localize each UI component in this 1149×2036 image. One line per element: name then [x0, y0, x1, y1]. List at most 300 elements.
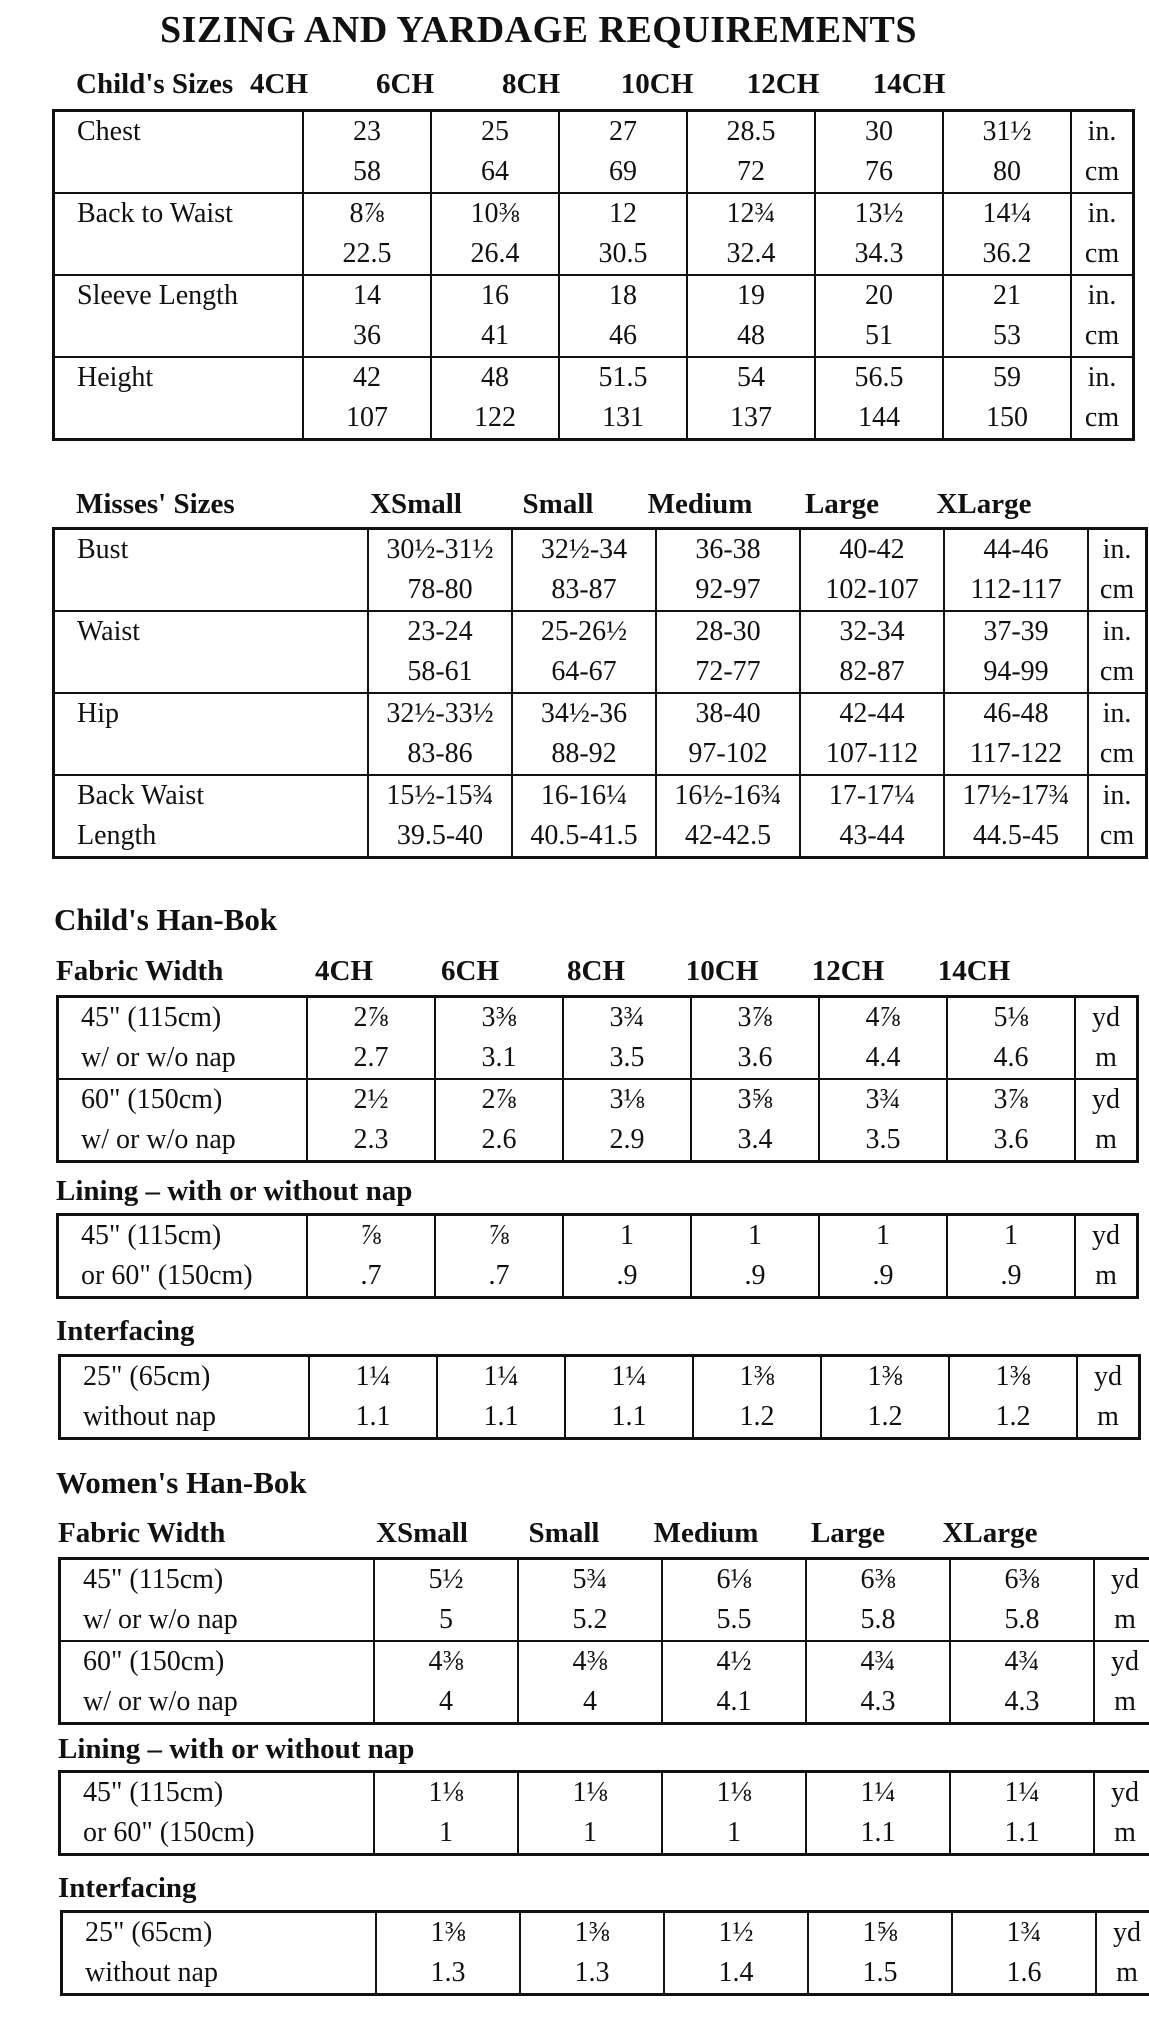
value-cell-line-1: 12	[609, 198, 637, 229]
row-label	[60, 1559, 375, 1642]
value-cell	[947, 997, 1075, 1080]
value-cell	[656, 611, 800, 693]
value-cell-line-2: 5.2	[572, 1604, 608, 1635]
unit-cell-line-2: cm	[1084, 156, 1120, 187]
value-cell-line-1: 31½	[982, 116, 1032, 147]
value-cell-line-1: 19	[737, 280, 765, 311]
value-cell-line-1: 54	[737, 362, 765, 393]
unit-cell-line-1: in.	[1102, 698, 1132, 729]
value-cell	[693, 1356, 821, 1439]
value-cell-line-2: 36.2	[982, 238, 1032, 269]
size-column-header: XLarge	[936, 488, 1032, 520]
value-cell	[687, 193, 815, 275]
table-row	[54, 193, 1134, 275]
unit-cell-line-1: yd	[1092, 1084, 1120, 1115]
row-label-line-2: without nap	[85, 1957, 218, 1988]
table-row	[54, 275, 1134, 357]
row-label-line-2: without nap	[83, 1401, 216, 1432]
value-cell-line-2: .7	[488, 1260, 510, 1291]
value-cell-line-2: 88-92	[551, 738, 617, 769]
row-label	[54, 193, 304, 275]
unit-cell-line-1: yd	[1092, 1220, 1120, 1251]
value-cell-line-1: 16½-16¾	[674, 780, 782, 811]
row-label	[54, 275, 304, 357]
unit-cell	[1088, 611, 1147, 693]
value-cell	[512, 611, 656, 693]
value-cell	[943, 357, 1071, 440]
value-cell-line-2: 1	[727, 1817, 741, 1848]
value-cell	[374, 1559, 518, 1642]
childs-hanbok-interfacing-label: Interfacing	[56, 1315, 195, 1347]
row-label	[60, 1641, 375, 1724]
value-cell-line-1: 6⅜	[860, 1564, 896, 1595]
row-label-line-2: or 60" (150cm)	[81, 1260, 253, 1291]
unit-cell	[1071, 193, 1134, 275]
value-cell-line-2: 78-80	[407, 574, 473, 605]
value-cell-line-2: 4.6	[993, 1042, 1029, 1073]
value-cell-line-1: 38-40	[695, 698, 761, 729]
value-cell-line-2: 3.6	[993, 1124, 1029, 1155]
value-cell-line-1: 25-26½	[540, 616, 628, 647]
value-cell	[800, 775, 944, 858]
table-row	[60, 1356, 1140, 1439]
size-column-header: 4CH	[315, 955, 373, 987]
value-cell-line-1: 2⅞	[353, 1002, 389, 1033]
value-cell-line-2: 72	[737, 156, 765, 187]
value-cell-line-1: 59	[993, 362, 1021, 393]
value-cell	[947, 1079, 1075, 1162]
value-cell	[815, 275, 943, 357]
value-cell-line-2: 102-107	[825, 574, 919, 605]
value-cell	[687, 275, 815, 357]
value-cell	[691, 997, 819, 1080]
value-cell	[512, 775, 656, 858]
value-cell-line-2: 76	[865, 156, 893, 187]
value-cell-line-2: 1.1	[355, 1401, 391, 1432]
row-label	[60, 1356, 310, 1439]
value-cell-line-1: 1⅝	[862, 1917, 898, 1948]
value-cell	[815, 111, 943, 194]
size-column-header: Medium	[653, 1517, 759, 1549]
value-cell	[800, 693, 944, 775]
value-cell-line-2: 58	[353, 156, 381, 187]
value-cell	[563, 1079, 691, 1162]
unit-cell-line-2: m	[1114, 1817, 1136, 1848]
value-cell-line-2: 1.3	[430, 1957, 466, 1988]
value-cell	[559, 275, 687, 357]
value-cell-line-1: ⅞	[488, 1220, 510, 1251]
childs-sizes-header	[76, 68, 1106, 108]
unit-cell-line-1: in.	[1087, 198, 1117, 229]
value-cell-line-2: 112-117	[970, 574, 1062, 605]
value-cell-line-2: 4.3	[1004, 1686, 1040, 1717]
value-cell-line-1: 1⅛	[716, 1777, 752, 1808]
unit-cell-line-2: cm	[1099, 820, 1135, 851]
value-cell-line-2: 1.4	[718, 1957, 754, 1988]
value-cell	[808, 1912, 952, 1995]
value-cell-line-2: 51	[865, 320, 893, 351]
row-label	[58, 1215, 308, 1298]
value-cell-line-2: .9	[872, 1260, 894, 1291]
value-cell-line-1: 25	[481, 116, 509, 147]
value-cell-line-1: 44-46	[983, 534, 1049, 565]
table-row	[54, 357, 1134, 440]
row-label-line-1: 25" (65cm)	[85, 1917, 213, 1948]
value-cell	[376, 1912, 520, 1995]
value-cell-line-2: 5.5	[716, 1604, 752, 1635]
value-cell	[518, 1772, 662, 1855]
row-label	[60, 1772, 375, 1855]
childs-hanbok-heading: Child's Han-Bok	[54, 902, 278, 937]
value-cell-line-2: 107-112	[825, 738, 919, 769]
value-cell	[662, 1641, 806, 1724]
value-cell	[944, 775, 1088, 858]
unit-cell-line-1: yd	[1111, 1646, 1139, 1677]
unit-cell-line-1: yd	[1113, 1917, 1141, 1948]
value-cell	[943, 111, 1071, 194]
value-cell-line-1: 16	[481, 280, 509, 311]
value-cell-line-1: 36-38	[695, 534, 761, 565]
value-cell-line-2: 4.3	[860, 1686, 896, 1717]
childs-sizes-table	[52, 109, 1135, 441]
womens-hanbok-heading: Women's Han-Bok	[56, 1465, 307, 1500]
value-cell-line-2: 40.5-41.5	[530, 820, 638, 851]
size-column-header: 8CH	[567, 955, 625, 987]
childs-hanbok-fabric-table	[56, 995, 1139, 1163]
value-cell	[559, 357, 687, 440]
row-label-line-2: w/ or w/o nap	[83, 1686, 238, 1717]
value-cell-line-2: 1.2	[867, 1401, 903, 1432]
value-cell	[815, 357, 943, 440]
value-cell-line-1: 4⅜	[428, 1646, 464, 1677]
row-label	[58, 997, 308, 1080]
value-cell-line-2: 83-87	[551, 574, 617, 605]
value-cell-line-1: 15½-15¾	[386, 780, 494, 811]
value-cell	[687, 357, 815, 440]
value-cell-line-1: 17-17¼	[828, 780, 916, 811]
value-cell-line-2: 39.5-40	[396, 820, 484, 851]
value-cell	[821, 1356, 949, 1439]
unit-cell-line-1: yd	[1094, 1361, 1122, 1392]
value-cell-line-2: 2.9	[609, 1124, 645, 1155]
value-cell-line-2: 5.8	[1004, 1604, 1040, 1635]
value-cell-line-2: 2.7	[353, 1042, 389, 1073]
table-row	[54, 775, 1147, 858]
unit-cell-line-1: yd	[1092, 1002, 1120, 1033]
value-cell	[952, 1912, 1096, 1995]
value-cell-line-1: ⅞	[360, 1220, 382, 1251]
unit-cell-line-2: m	[1114, 1604, 1136, 1635]
unit-cell-line-1: in.	[1087, 280, 1117, 311]
value-cell-line-2: 1.5	[862, 1957, 898, 1988]
value-cell-line-1: 56.5	[854, 362, 904, 393]
value-cell-line-1: 1	[1004, 1220, 1018, 1251]
value-cell	[431, 275, 559, 357]
value-cell-line-1: 3⅜	[481, 1002, 517, 1033]
value-cell-line-1: 23	[353, 116, 381, 147]
value-cell	[368, 529, 512, 612]
row-label-line-1: Back to Waist	[77, 198, 233, 229]
size-column-header: Large	[810, 1517, 886, 1549]
unit-cell	[1088, 775, 1147, 858]
value-cell-line-1: 3⅞	[737, 1002, 773, 1033]
unit-cell-line-2: cm	[1084, 238, 1120, 269]
unit-cell-line-2: m	[1116, 1957, 1138, 1988]
value-cell	[687, 111, 815, 194]
value-cell	[664, 1912, 808, 1995]
value-cell	[559, 193, 687, 275]
unit-cell-line-2: m	[1095, 1124, 1117, 1155]
value-cell-line-1: 40-42	[839, 534, 905, 565]
size-column-header: Small	[522, 488, 594, 520]
value-cell	[435, 997, 563, 1080]
value-cell-line-1: 4⅞	[865, 1002, 901, 1033]
page-title: SIZING AND YARDAGE REQUIREMENTS	[160, 9, 918, 51]
value-cell-line-2: 3.5	[609, 1042, 645, 1073]
value-cell-line-2: 58-61	[407, 656, 473, 687]
value-cell	[303, 357, 431, 440]
value-cell	[819, 997, 947, 1080]
value-cell-line-1: 3¾	[865, 1084, 901, 1115]
value-cell-line-1: 46-48	[983, 698, 1049, 729]
table-row	[60, 1559, 1149, 1642]
value-cell-line-1: 5¾	[572, 1564, 608, 1595]
value-cell-line-2: 83-86	[407, 738, 473, 769]
value-cell	[303, 193, 431, 275]
value-cell-line-2: 1	[583, 1817, 597, 1848]
value-cell-line-1: 1⅛	[572, 1777, 608, 1808]
row-label-line-2: Length	[77, 820, 157, 851]
value-cell-line-1: 1¼	[611, 1361, 647, 1392]
row-label-line-2	[77, 734, 367, 774]
value-cell-line-2: 64-67	[551, 656, 617, 687]
value-cell-line-2: 150	[986, 402, 1028, 433]
value-cell	[944, 611, 1088, 693]
row-label-line-1: Chest	[77, 116, 141, 147]
value-cell-line-1: 5⅛	[993, 1002, 1029, 1033]
value-cell	[512, 529, 656, 612]
row-label	[58, 1079, 308, 1162]
value-cell	[662, 1772, 806, 1855]
value-cell-line-2: .9	[616, 1260, 638, 1291]
value-cell-line-1: 28-30	[695, 616, 761, 647]
table-row	[54, 529, 1147, 612]
unit-cell	[1094, 1559, 1149, 1642]
row-label-line-1: 60" (150cm)	[83, 1646, 225, 1677]
childs-hanbok-lining-table	[56, 1213, 1139, 1299]
value-cell-line-2: 80	[993, 156, 1021, 187]
value-cell-line-2: 36	[353, 320, 381, 351]
row-label-line-1: Bust	[77, 534, 129, 565]
row-label-line-1: 60" (150cm)	[81, 1084, 223, 1115]
value-cell-line-2: 137	[730, 402, 772, 433]
value-cell	[656, 693, 800, 775]
size-column-header: 4CH	[250, 68, 308, 100]
value-cell	[512, 693, 656, 775]
row-label-line-1: 45" (115cm)	[83, 1564, 224, 1595]
womens-hanbok-interfacing-label: Interfacing	[58, 1872, 197, 1904]
value-cell-line-2: 4	[439, 1686, 453, 1717]
table-row	[54, 693, 1147, 775]
value-cell-line-1: 1	[748, 1220, 762, 1251]
row-label	[54, 775, 369, 858]
value-cell	[943, 275, 1071, 357]
value-cell-line-2: .9	[1000, 1260, 1022, 1291]
size-column-header: 6CH	[376, 68, 434, 100]
value-cell	[435, 1079, 563, 1162]
unit-cell-line-2: cm	[1084, 402, 1120, 433]
value-cell-line-2: 1.2	[995, 1401, 1031, 1432]
value-cell-line-2: 2.6	[481, 1124, 517, 1155]
value-cell	[950, 1559, 1094, 1642]
value-cell-line-1: 51.5	[598, 362, 648, 393]
value-cell-line-1: 1½	[718, 1917, 754, 1948]
value-cell-line-1: 4¾	[1004, 1646, 1040, 1677]
value-cell-line-2: 4.1	[716, 1686, 752, 1717]
womens-hanbok-fabric-table	[58, 1557, 1149, 1725]
row-label-line-1: Waist	[77, 616, 141, 647]
unit-cell-line-2: cm	[1099, 574, 1135, 605]
value-cell-line-2: 3.6	[737, 1042, 773, 1073]
misses-sizes-table	[52, 527, 1148, 859]
value-cell-line-1: 12¾	[726, 198, 776, 229]
row-label-line-2: or 60" (150cm)	[83, 1817, 255, 1848]
value-cell-line-1: 14	[353, 280, 381, 311]
value-cell-line-2: .7	[360, 1260, 382, 1291]
value-cell	[437, 1356, 565, 1439]
row-label-line-1: 45" (115cm)	[81, 1002, 222, 1033]
value-cell-line-2: 122	[474, 402, 516, 433]
value-cell-line-1: 10⅜	[470, 198, 520, 229]
unit-cell	[1088, 529, 1147, 612]
value-cell-line-1: 32½-34	[540, 534, 628, 565]
value-cell-line-1: 30½-31½	[386, 534, 494, 565]
value-cell	[819, 1079, 947, 1162]
value-cell-line-1: 1¼	[860, 1777, 896, 1808]
value-cell-line-1: 3⅞	[993, 1084, 1029, 1115]
value-cell-line-1: 1⅜	[995, 1361, 1031, 1392]
value-cell-line-2: 82-87	[839, 656, 905, 687]
childs-hanbok-fabric-header	[56, 955, 1106, 995]
unit-cell-line-2: m	[1095, 1260, 1117, 1291]
value-cell	[806, 1641, 950, 1724]
value-cell-line-2: 2.3	[353, 1124, 389, 1155]
unit-cell-line-2: cm	[1099, 656, 1135, 687]
value-cell	[307, 997, 435, 1080]
row-label-line-1: Hip	[77, 698, 119, 729]
value-cell-line-2: 1.6	[1006, 1957, 1042, 1988]
table-row	[58, 1215, 1138, 1298]
womens-hanbok-lining-table	[58, 1770, 1149, 1856]
value-cell-line-1: 1¼	[483, 1361, 519, 1392]
childs-hanbok-fabric-label: Fabric Width	[56, 955, 224, 987]
unit-cell	[1071, 357, 1134, 440]
value-cell-line-1: 1⅜	[574, 1917, 610, 1948]
value-cell-line-2: 1.1	[1004, 1817, 1040, 1848]
value-cell-line-1: 18	[609, 280, 637, 311]
value-cell	[563, 997, 691, 1080]
value-cell-line-1: 1	[620, 1220, 634, 1251]
value-cell-line-2: 4.4	[865, 1042, 901, 1073]
value-cell-line-1: 42	[353, 362, 381, 393]
value-cell	[431, 111, 559, 194]
unit-cell	[1094, 1772, 1149, 1855]
row-label-line-1: Sleeve Length	[77, 280, 238, 311]
value-cell-line-1: 6⅛	[716, 1564, 752, 1595]
value-cell-line-1: 2⅞	[481, 1084, 517, 1115]
value-cell-line-1: 8⅞	[349, 198, 385, 229]
value-cell	[307, 1215, 435, 1298]
value-cell	[800, 611, 944, 693]
value-cell-line-1: 2½	[353, 1084, 389, 1115]
value-cell	[368, 775, 512, 858]
value-cell-line-1: 42-44	[839, 698, 905, 729]
value-cell	[819, 1215, 947, 1298]
unit-cell	[1075, 1215, 1138, 1298]
table-row	[58, 1079, 1138, 1162]
value-cell-line-2: 144	[858, 402, 900, 433]
value-cell-line-2: .9	[744, 1260, 766, 1291]
unit-cell	[1071, 111, 1134, 194]
value-cell	[800, 529, 944, 612]
value-cell	[374, 1641, 518, 1724]
size-column-header: 6CH	[441, 955, 499, 987]
value-cell-line-1: 1¾	[1006, 1917, 1042, 1948]
value-cell-line-2: 92-97	[695, 574, 761, 605]
value-cell-line-2: 26.4	[470, 238, 520, 269]
unit-cell	[1071, 275, 1134, 357]
table-row	[60, 1772, 1149, 1855]
value-cell-line-1: 1	[876, 1220, 890, 1251]
value-cell-line-1: 1⅛	[428, 1777, 464, 1808]
unit-cell-line-2: m	[1095, 1042, 1117, 1073]
size-column-header: 10CH	[685, 955, 759, 987]
value-cell	[656, 529, 800, 612]
value-cell	[303, 111, 431, 194]
row-label	[54, 693, 369, 775]
unit-cell-line-2: cm	[1099, 738, 1135, 769]
value-cell-line-2: 1.3	[574, 1957, 610, 1988]
value-cell-line-2: 53	[993, 320, 1021, 351]
value-cell-line-1: 32½-33½	[386, 698, 494, 729]
unit-cell-line-1: in.	[1102, 616, 1132, 647]
row-label-line-1: 45" (115cm)	[81, 1220, 222, 1251]
value-cell-line-2: 107	[346, 402, 388, 433]
size-column-header: Large	[804, 488, 880, 520]
childs-hanbok-interfacing-table	[58, 1354, 1141, 1440]
row-label	[54, 111, 304, 194]
value-cell	[949, 1356, 1077, 1439]
misses-sizes-label: Misses' Sizes	[76, 488, 235, 520]
value-cell-line-2: 69	[609, 156, 637, 187]
womens-hanbok-fabric-label: Fabric Width	[58, 1517, 226, 1549]
row-label-line-2: w/ or w/o nap	[81, 1124, 236, 1155]
value-cell-line-1: 30	[865, 116, 893, 147]
unit-cell	[1088, 693, 1147, 775]
value-cell	[947, 1215, 1075, 1298]
value-cell	[806, 1772, 950, 1855]
size-column-header: Small	[528, 1517, 600, 1549]
value-cell-line-1: 3⅛	[609, 1084, 645, 1115]
row-label-line-2	[77, 652, 367, 692]
size-column-header: Medium	[647, 488, 753, 520]
value-cell-line-2: 1.1	[611, 1401, 647, 1432]
value-cell-line-1: 5½	[428, 1564, 464, 1595]
value-cell-line-1: 14¼	[982, 198, 1032, 229]
value-cell	[943, 193, 1071, 275]
value-cell-line-1: 20	[865, 280, 893, 311]
unit-cell	[1077, 1356, 1140, 1439]
